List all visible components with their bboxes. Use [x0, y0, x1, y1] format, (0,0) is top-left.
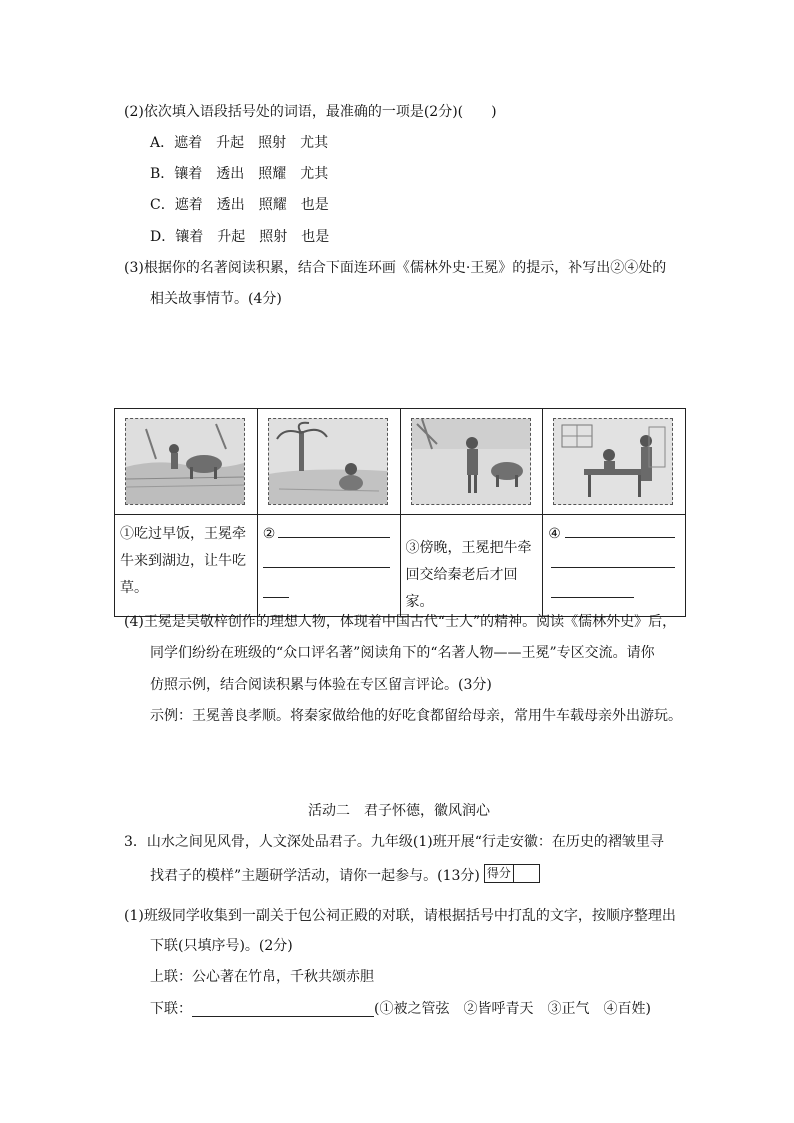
couplet-upper-text: 公心著在竹帛，千秋共颂赤胆 [192, 969, 374, 985]
comic-illustration-4 [553, 418, 673, 505]
couplet-lower-answer-blank[interactable] [192, 1002, 374, 1017]
sub1-line2: 下联(只填序号)。(2分) [150, 938, 293, 954]
comic-illustration-2 [268, 418, 388, 505]
q2-stem: (2)依次填入语段括号处的词语，最准确的一项是(2分)( ) [124, 104, 497, 120]
q2-option-a: A．遮着 升起 照射 尤其 [150, 135, 329, 151]
q4-stem-line3: 仿照示例，结合阅读积累与体验在专区留言评论。(3分) [150, 677, 492, 693]
couplet-upper [150, 967, 374, 987]
q3main-line2-wrap [150, 866, 540, 886]
activity2-title: 活动二 君子怀德，徽风润心 [308, 803, 490, 819]
q4-stem-line1: (4)王冕是吴敬梓创作的理想人物，体现着中国古代“士人”的精神。阅读《儒林外史》后， [124, 614, 677, 630]
q2-option-c: C．遮着 透出 照耀 也是 [150, 197, 329, 213]
score-label: 得分 [485, 865, 514, 882]
comic-panel-4 [543, 409, 686, 515]
q3main-line2: 找君子的模样”主题研学活动，请你一起参与。(13分) [150, 868, 480, 884]
comic-illustration-1 [125, 418, 245, 505]
answer-line-2a[interactable] [278, 537, 390, 538]
q4-example: 示例：王冕善良孝顺。将秦家做给他的好吃食都留给母亲，常用牛车载母亲外出游玩。 [150, 708, 682, 724]
comic-illustration-3 [411, 418, 531, 505]
answer-line-4b[interactable] [551, 567, 675, 568]
couplet-lower-choices: (①被之管弦 ②皆呼青天 ③正气 ④百姓) [374, 1001, 651, 1017]
q3-stem-line1: (3)根据你的名著阅读积累，结合下面连环画《儒林外史·王冕》的提示，补写出②④处的 [124, 260, 667, 276]
q3-stem-line2: 相关故事情节。(4分) [150, 291, 282, 307]
q4-stem-line2: 同学们纷纷在班级的“众口评名著”阅读角下的“名著人物——王冕”专区交流。请你 [150, 645, 655, 661]
comic-caption-4[interactable] [543, 515, 686, 617]
answer-line-2c[interactable] [263, 597, 289, 598]
comic-strip-table [114, 408, 686, 617]
couplet-upper-label: 上联： [150, 969, 192, 985]
caption-2-marker: ② [262, 526, 276, 542]
caption-4-marker: ④ [548, 526, 561, 542]
answer-line-2b[interactable] [263, 567, 390, 568]
comic-caption-1 [115, 515, 258, 617]
answer-line-4c[interactable] [551, 597, 634, 598]
comic-caption-2[interactable] [257, 515, 400, 617]
comic-panel-2 [257, 409, 400, 515]
comic-panel-3 [400, 409, 543, 515]
answer-line-4a[interactable] [565, 537, 675, 538]
q2-option-d: D．镶着 升起 照射 也是 [150, 229, 330, 245]
score-box[interactable] [484, 864, 540, 883]
q3main-line1: 3．山水之间见风骨，人文深处品君子。九年级(1)班开展“行走安徽：在历史的褶皱里寻 [124, 834, 664, 850]
couplet-lower-label: 下联： [150, 1001, 192, 1017]
sub1-line1: (1)班级同学收集到一副关于包公祠正殿的对联，请根据括号中打乱的文字，按顺序整理出 [124, 908, 676, 924]
couplet-lower [150, 999, 651, 1019]
q2-option-b: B．镶着 透出 照耀 尤其 [150, 166, 329, 182]
comic-panel-1 [115, 409, 258, 515]
caption-3-text: ③傍晚，王冕把牛牵回交给秦老后才回家。 [405, 540, 532, 610]
comic-caption-3 [400, 515, 543, 617]
caption-1-text: ①吃过早饭，王冕牵牛来到湖边，让牛吃草。 [120, 526, 246, 596]
